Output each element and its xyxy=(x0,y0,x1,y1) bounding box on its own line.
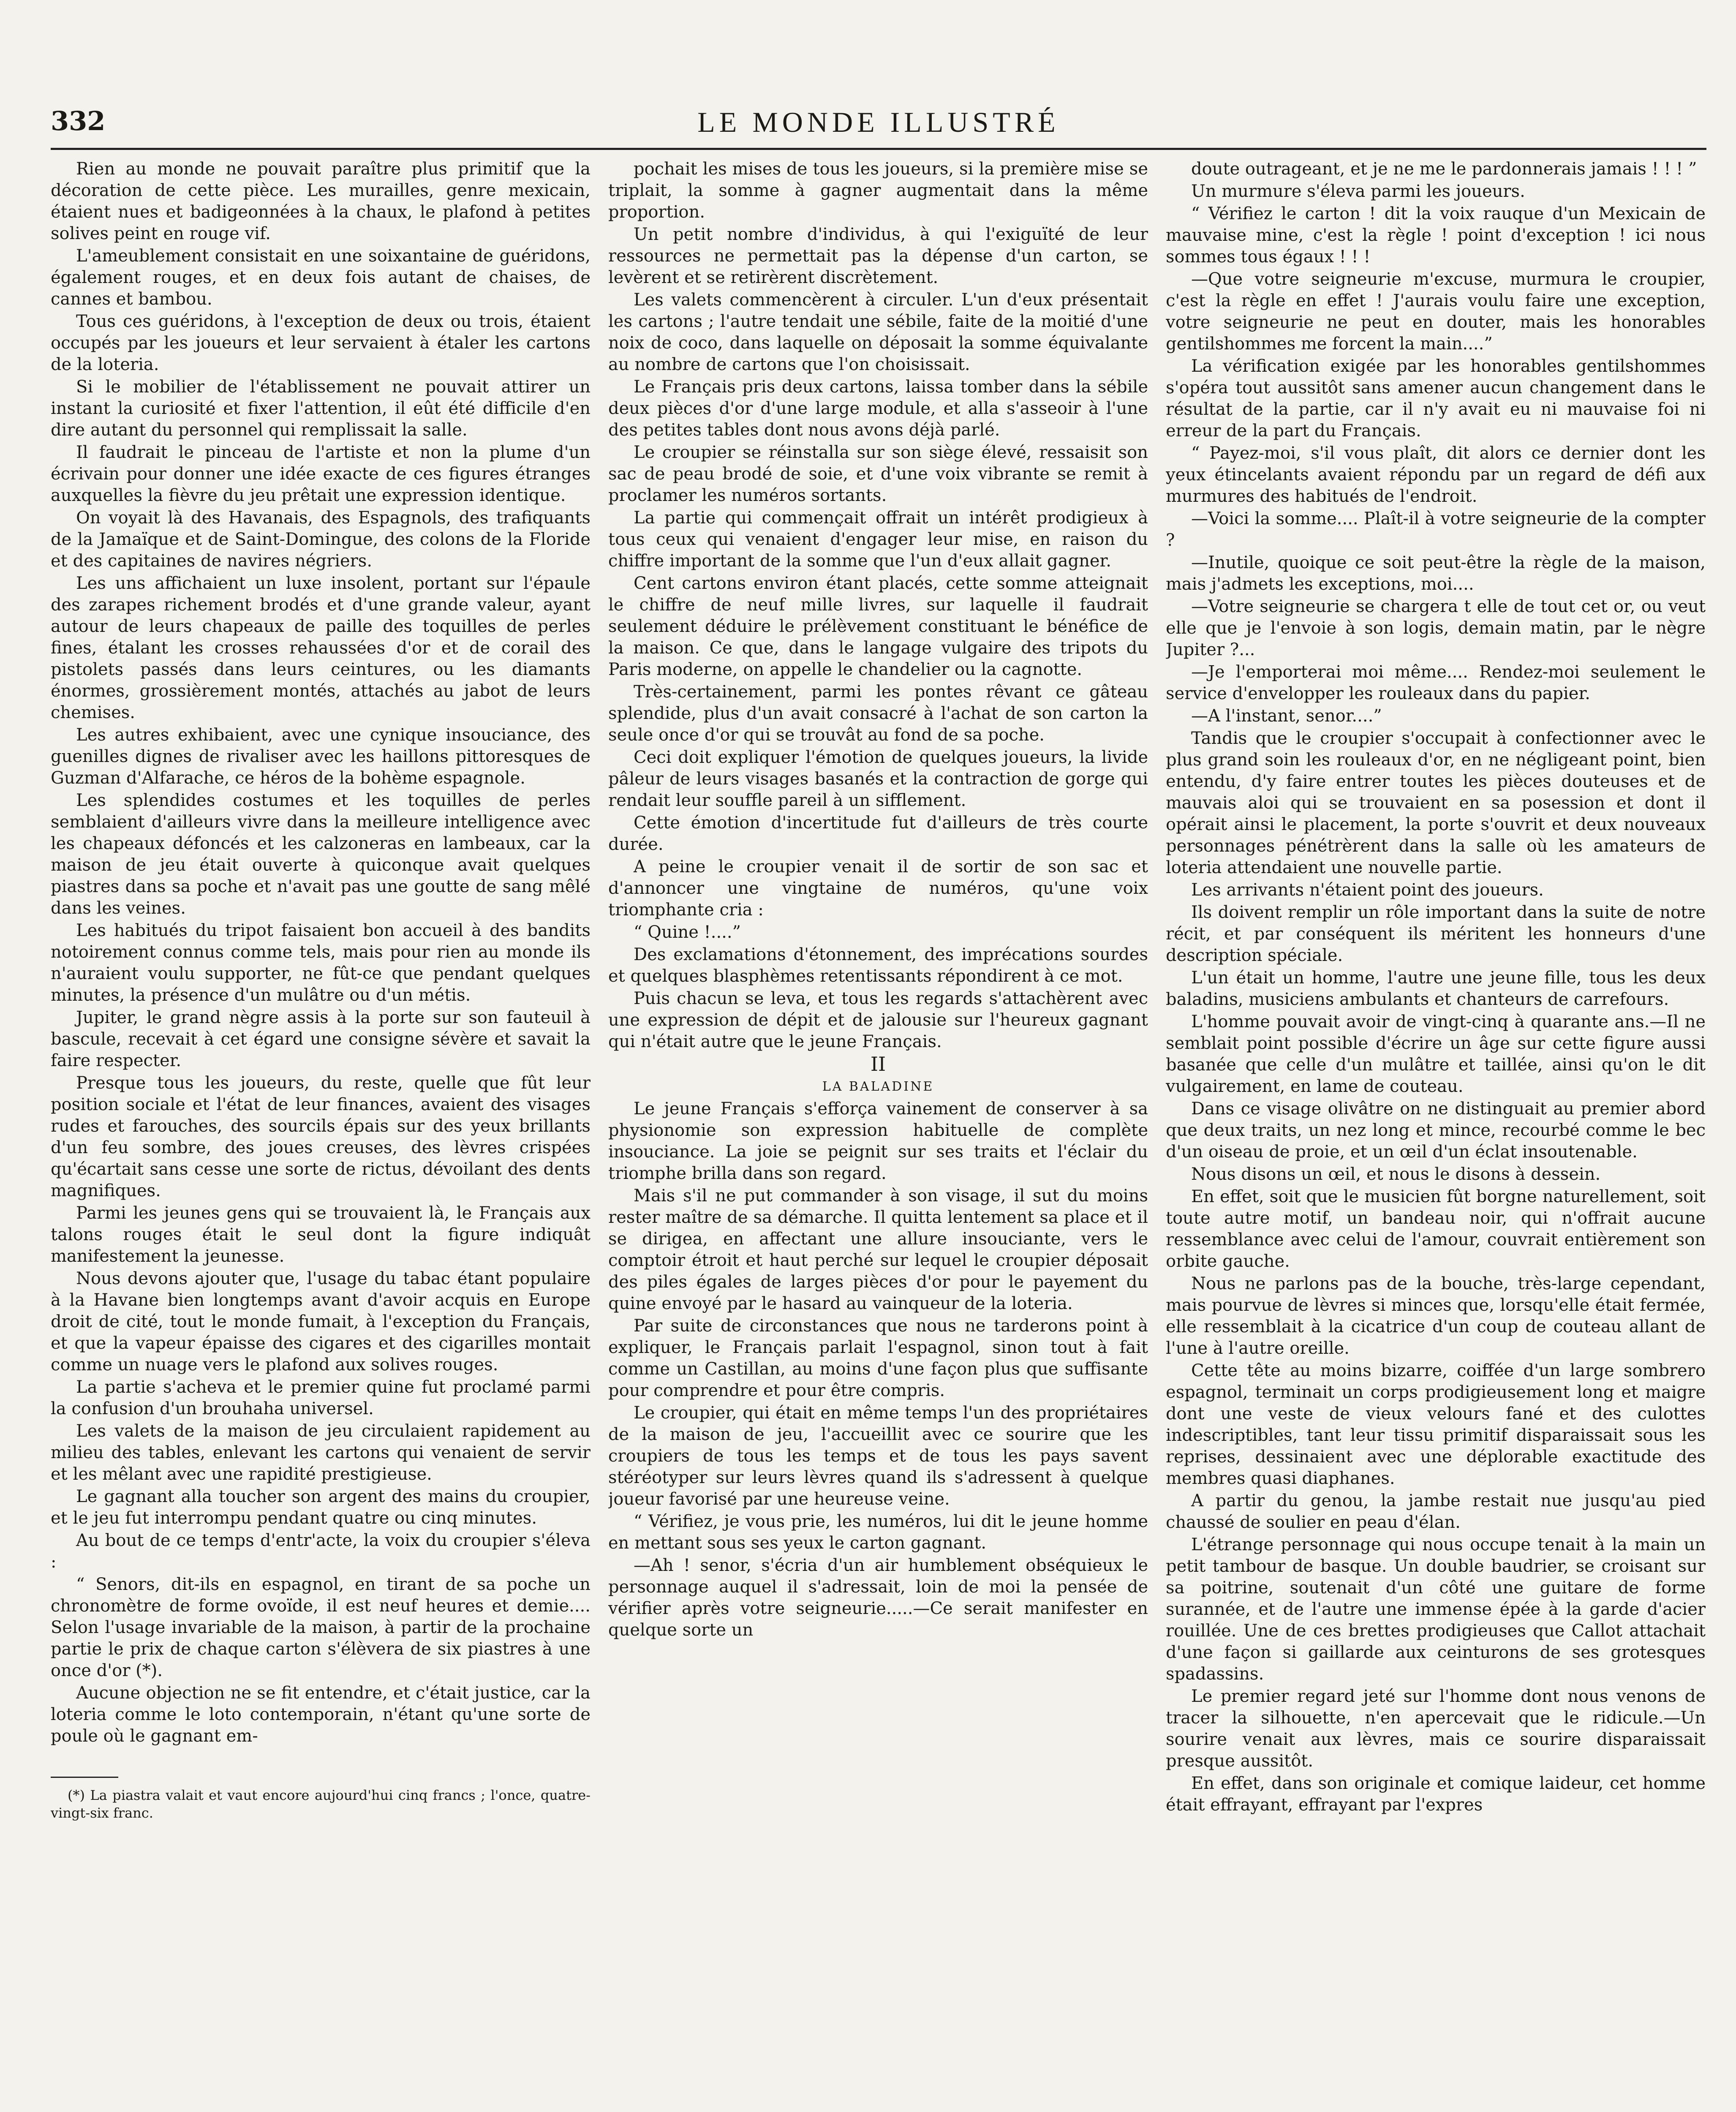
column-1 xyxy=(51,158,590,2112)
paragraph: La partie qui commençait offrait un intérêt prodigieux à tous ceux qui venaient d'engager leur mise, en raison du chiffre important de la somme que l'un d'eux allait gagner. xyxy=(608,508,1148,571)
paragraph: A peine le croupier venait il de sortir de son sac et d'annoncer une vingtaine de numéros, qu'une voix triomphante cria : xyxy=(608,857,1148,920)
section-title: LA BALADINE xyxy=(822,1079,934,1094)
paragraph: On voyait là des Havanais, des Espagnols, des trafiquants de la Jamaïque et de Saint-Domingue, des colons de la Floride et des capitaines de navires négriers. xyxy=(51,508,590,571)
footnote-text: (*) La piastra valait et vaut encore aujourd'hui cinq francs ; l'once, quatre-vingt-six franc. xyxy=(51,1787,590,1821)
footnote-rule xyxy=(51,1777,118,1778)
paragraph: Cette tête au moins bizarre, coiffée d'un large sombrero espagnol, terminait un corps prodigieusement long et maigre dont une veste de vieux velours fané et des culottes indescriptibles, tant leur tissu primitif disparaissait sous les reprises, dessinaient avec une déplorable exactitude des membres quasi diaphanes. xyxy=(1166,1361,1706,1488)
column-2 xyxy=(608,158,1148,2112)
masthead-title: LE MONDE ILLUSTRÉ xyxy=(697,106,1060,138)
paragraph: pochait les mises de tous les joueurs, si la première mise se triplait, la somme à gagner augmentait dans la même proportion. xyxy=(608,159,1148,222)
paragraph: Le croupier se réinstalla sur son siège élevé, ressaisit son sac de peau brodé de soie, et d'une voix vibrante se remit à proclamer les numéros sortants. xyxy=(608,443,1148,505)
paragraph: L'ameublement consistait en une soixantaine de guéridons, également rouges, et en deux fois autant de chaises, de cannes et bambou. xyxy=(51,246,590,309)
paragraph: Ils doivent remplir un rôle important dans la suite de notre récit, et par conséquent ils méritent les honneurs d'une description spéciale. xyxy=(1166,903,1706,965)
paragraph: Le croupier, qui était en même temps l'un des propriétaires de la maison de jeu, l'accueillit avec ce sourire que les croupiers de tous les temps et de tous les pays savent stéréotyper sur leurs lèvres quand ils s'adressent à quelque joueur favorisé par une heureuse veine. xyxy=(608,1403,1148,1509)
page-header xyxy=(51,97,1706,150)
paragraph: doute outrageant, et je ne me le pardonnerais jamais ! ! ! ” xyxy=(1191,159,1697,179)
paragraph: Les arrivants n'étaient point des joueurs. xyxy=(1191,880,1544,900)
paragraph: Il faudrait le pinceau de l'artiste et non la plume d'un écrivain pour donner une idée exacte de ces figures étranges auxquelles la fièvre du jeu prêtait une expression identique. xyxy=(51,443,590,505)
paragraph: En effet, soit que le musicien fût borgne naturellement, soit toute autre motif, un bandeau noir, qui n'offrait aucune ressemblance avec celui de l'amour, couvrait entièrement son orbite gauche. xyxy=(1166,1187,1706,1271)
paragraph: Ceci doit expliquer l'émotion de quelques joueurs, la livide pâleur de leurs visages basanés et la contraction de gorge qui rendait leur souffle pareil à un sifflement. xyxy=(608,748,1148,810)
paragraph: La vérification exigée par les honorables gentilshommes s'opéra tout aussitôt sans amener aucun changement dans le résultat de la partie, car il n'y avait eu ni mauvaise foi ni erreur de la part du Français. xyxy=(1166,357,1706,441)
article-columns xyxy=(51,158,1706,2112)
page-number: 332 xyxy=(51,106,106,136)
paragraph: Les uns affichaient un luxe insolent, portant sur l'épaule des zarapes richement brodés et d'une grande valeur, ayant autour de leurs chapeaux de paille des toquilles de perles fines, étalant les crosses rehaussées d'or et de corail des pistolets passés dans leurs ceintures, ou les diamants énormes, grossièrement montés, attachés au jabot de leurs chemises. xyxy=(51,574,590,722)
footnote xyxy=(51,1786,590,1822)
paragraph: Un petit nombre d'individus, à qui l'exiguïté de leur ressources ne permettait pas la dépense d'un carton, se levèrent et se retirèrent discrètement. xyxy=(608,225,1148,287)
paragraph: “ Vérifiez le carton ! dit la voix rauque d'un Mexicain de mauvaise mine, c'est la règle ! point d'exception ! ici nous sommes tous égaux ! ! ! xyxy=(1166,204,1706,267)
paragraph: —Ah ! senor, s'écria d'un air humblement obséquieux le personnage auquel il s'adressait, loin de moi la pensée de vérifier après votre seigneurie.....—Ce serait manifester en quelque sorte un xyxy=(608,1556,1148,1640)
paragraph: En effet, dans son originale et comique laideur, cet homme était effrayant, effrayant par l'expres xyxy=(1166,1774,1706,1815)
paragraph: Le gagnant alla toucher son argent des mains du croupier, et le jeu fut interrompu pendant quatre ou cinq minutes. xyxy=(51,1487,590,1528)
paragraph: Nous devons ajouter que, l'usage du tabac étant populaire à la Havane bien longtemps avant d'avoir acquis en Europe droit de cité, tout le monde fumait, à l'exception du Français, et que la vapeur épaisse des cigares et des cigarilles montait comme un nuage vers le plafond aux solives rouges. xyxy=(51,1269,590,1374)
paragraph: Les autres exhibaient, avec une cynique insouciance, des guenilles dignes de rivaliser avec les haillons pittoresques de Guzman d'Alfarache, ce héros de la bohème espagnole. xyxy=(51,725,590,788)
paragraph: Très-certainement, parmi les pontes rêvant ce gâteau splendide, plus d'un avait consacré à l'achat de son carton la seule once d'or qui se trouvât au fond de sa poche. xyxy=(608,682,1148,745)
paragraph: Presque tous les joueurs, du reste, quelle que fût leur position sociale et l'état de leur finances, avaient des visages rudes et farouches, des sourcils épais sur des yeux brillants d'un feu sombre, des joues creuses, des lèvres crispées qu'écartait sans cesse une sorte de rictus, dévoilant des dents magnifiques. xyxy=(51,1073,590,1200)
paragraph: Dans ce visage olivâtre on ne distinguait au premier abord que deux traits, un nez long et mince, recourbé comme le bec d'un oiseau de proie, et un œil d'un éclat insoutenable. xyxy=(1166,1099,1706,1162)
paragraph: “ Payez-moi, s'il vous plaît, dit alors ce dernier dont les yeux étincelants avaient répondu par un regard de défi aux murmures des habitués de l'endroit. xyxy=(1166,444,1706,506)
section-number: II xyxy=(870,1053,886,1075)
paragraph: Rien au monde ne pouvait paraître plus primitif que la décoration de cette pièce. Les murailles, genre mexicain, étaient nues et badigeonnées à la chaux, le plafond à petites solives peint en rouge vif. xyxy=(51,159,590,243)
paragraph: Le premier regard jeté sur l'homme dont nous venons de tracer la silhouette, n'en apercevait que le ridicule.—Un sourire venait aux lèvres, mais ce sourire disparaissait presque aussitôt. xyxy=(1166,1687,1706,1771)
paragraph: —Votre seigneurie se chargera t elle de tout cet or, ou veut elle que je l'envoie à son logis, demain matin, par le nègre Jupiter ?... xyxy=(1166,597,1706,659)
paragraph: Tous ces guéridons, à l'exception de deux ou trois, étaient occupés par les joueurs et leur servaient à étaler les cartons de la loteria. xyxy=(51,312,590,374)
paragraph: La partie s'acheva et le premier quine fut proclamé parmi la confusion d'un brouhaha universel. xyxy=(51,1377,590,1418)
paragraph: Si le mobilier de l'établissement ne pouvait attirer un instant la curiosité et fixer l'attention, il eût été difficile d'en dire autant du personnel qui remplissait la salle. xyxy=(51,377,590,440)
paragraph: Les splendides costumes et les toquilles de perles semblaient d'ailleurs vivre dans la meilleure intelligence avec les chapeaux défoncés et les calzoneras en lambeaux, car la maison de jeu était ouverte à quiconque avait quelques piastres dans sa poche et n'avait pas une goutte de sang mêlé dans les veines. xyxy=(51,791,590,918)
paragraph: Tandis que le croupier s'occupait à confectionner avec le plus grand soin les rouleaux d'or, en ne négligeant point, bien entendu, d'y faire entrer toutes les pièces douteuses et de mauvais aloi qui se trouvaient en sa posession et dont il opérait ainsi le placement, la porte s'ouvrit et deux nouveaux personnages pénétrèrent dans la salle où les amateurs de loteria attendaient une nouvelle partie. xyxy=(1166,729,1706,877)
paragraph: “ Vérifiez, je vous prie, les numéros, lui dit le jeune homme en mettant sous ses yeux le carton gagnant. xyxy=(608,1512,1148,1553)
paragraph: Les valets de la maison de jeu circulaient rapidement au milieu des tables, enlevant les cartons qui venaient de servir et les mêlant avec une rapidité prestigieuse. xyxy=(51,1421,590,1484)
paragraph: Les habitués du tripot faisaient bon accueil à des bandits notoirement connus comme tels, mais pour rien au monde ils n'auraient voulu supporter, ne fût-ce que pendant quelques minutes, la présence d'un mulâtre ou d'un métis. xyxy=(51,921,590,1005)
paragraph: Au bout de ce temps d'entr'acte, la voix du croupier s'éleva : xyxy=(51,1531,590,1572)
paragraph: Puis chacun se leva, et tous les regards s'attachèrent avec une expression de dépit et de jalousie sur l'heureux gagnant qui n'était autre que le jeune Français. xyxy=(608,989,1148,1051)
paragraph: Cette émotion d'incertitude fut d'ailleurs de très courte durée. xyxy=(608,813,1148,854)
paragraph: Cent cartons environ étant placés, cette somme atteignait le chiffre de neuf mille livres, sur laquelle il faudrait seulement déduire le prélèvement constituant le bénéfice de la maison. Ce que, dans le langage vulgaire des tripots du Paris moderne, on appelle le chandelier ou la cagnotte. xyxy=(608,574,1148,679)
paragraph: —Que votre seigneurie m'excuse, murmura le croupier, c'est la règle en effet ! J'aurais voulu faire une exception, votre seigneurie ne peut en douter, mais les honorables gentilshommes me forcent la main....” xyxy=(1166,269,1706,354)
paragraph: Nous ne parlons pas de la bouche, très-large cependant, mais pourvue de lèvres si minces que, lorsqu'elle était fermée, elle ressemblait à la cicatrice d'un coup de couteau allant de l'une à l'autre oreille. xyxy=(1166,1274,1706,1358)
paragraph: “ Quine !....” xyxy=(634,923,741,942)
paragraph: —Inutile, quoique ce soit peut-être la règle de la maison, mais j'admets les exceptions, moi.... xyxy=(1166,553,1706,594)
newspaper-page xyxy=(51,97,1706,2112)
paragraph: —Je l'emporterai moi même.... Rendez-moi seulement le service d'envelopper les rouleaux dans du papier. xyxy=(1166,662,1706,703)
paragraph: —Voici la somme.... Plaît-il à votre seigneurie de la compter ? xyxy=(1166,509,1706,550)
paragraph: A partir du genou, la jambe restait nue jusqu'au pied chaussé de soulier en peau d'élan. xyxy=(1166,1491,1706,1532)
paragraph: Mais s'il ne put commander à son visage, il sut du moins rester maître de sa démarche. Il quitta lentement sa place et il se dirigea, en affectant une allure insouciante, vers le comptoir étroit et haut perché sur lequel le croupier déposait des piles égales de larges pièces d'or pour le payement du quine envoyé par le hasard au vainqueur de la loteria. xyxy=(608,1186,1148,1313)
paragraph: Le jeune Français s'efforça vainement de conserver à sa physionomie son expression habituelle de complète insouciance. La joie se peignit sur ses traits et l'éclair du triomphe brilla dans son regard. xyxy=(608,1099,1148,1183)
paragraph: Un murmure s'éleva parmi les joueurs. xyxy=(1191,182,1525,201)
paragraph: L'homme pouvait avoir de vingt-cinq à quarante ans.—Il ne semblait point possible d'écrire un âge sur cette figure aussi basanée que celle d'un mulâtre et taillée, ainsi qu'on le dit vulgairement, en lame de couteau. xyxy=(1166,1012,1706,1096)
paragraph: Jupiter, le grand nègre assis à la porte sur son fauteuil à bascule, recevait à cet égard une consigne sévère et savait la faire respecter. xyxy=(51,1008,590,1070)
paragraph: Parmi les jeunes gens qui se trouvaient là, le Français aux talons rouges était le seul dont la figure indiquât manifestement la jeunesse. xyxy=(51,1203,590,1266)
paragraph: Des exclamations d'étonnement, des imprécations sourdes et quelques blasphèmes retentissants répondirent à ce mot. xyxy=(608,945,1148,986)
paragraph: Les valets commencèrent à circuler. L'un d'eux présentait les cartons ; l'autre tendait une sébile, faite de la moitié d'une noix de coco, dans laquelle on déposait la somme équivalante au nombre de cartons que l'on choisissait. xyxy=(608,290,1148,374)
paragraph: Par suite de circonstances que nous ne tarderons point à expliquer, le Français parlait l'espagnol, sinon tout à fait comme un Castillan, au moins d'une façon plus que suffisante pour comprendre et pour être compris. xyxy=(608,1316,1148,1400)
paragraph: Aucune objection ne se fit entendre, et c'était justice, car la loteria comme le loto contemporain, n'étant qu'une sorte de poule où le gagnant em- xyxy=(51,1683,590,1746)
paragraph: Nous disons un œil, et nous le disons à dessein. xyxy=(1191,1165,1601,1184)
column-3 xyxy=(1166,158,1706,2112)
paragraph: Le Français pris deux cartons, laissa tomber dans la sébile deux pièces d'or d'une large module, et alla s'asseoir à l'une des petites tables dont nous avons déjà parlé. xyxy=(608,377,1148,440)
paragraph: —A l'instant, senor....” xyxy=(1191,706,1382,726)
paragraph: L'étrange personnage qui nous occupe tenait à la main un petit tambour de basque. Un double baudrier, se croisant sur sa poitrine, soutenait d'un côté une guitare de forme surannée, et de l'autre une immense épée à la garde d'acier rouillée. Une de ces brettes prodigieuses que Callot attachait d'une façon si gaillarde aux ceinturons de ses grotesques spadassins. xyxy=(1166,1535,1706,1684)
paragraph: “ Senors, dit-ils en espagnol, en tirant de sa poche un chronomètre de forme ovoïde, il est neuf heures et demie.... Selon l'usage invariable de la maison, à partir de la prochaine partie le prix de chaque carton s'élèvera de six piastres à une once d'or (*). xyxy=(51,1575,590,1680)
paragraph: L'un était un homme, l'autre une jeune fille, tous les deux baladins, musiciens ambulants et chanteurs de carrefours. xyxy=(1166,968,1706,1009)
